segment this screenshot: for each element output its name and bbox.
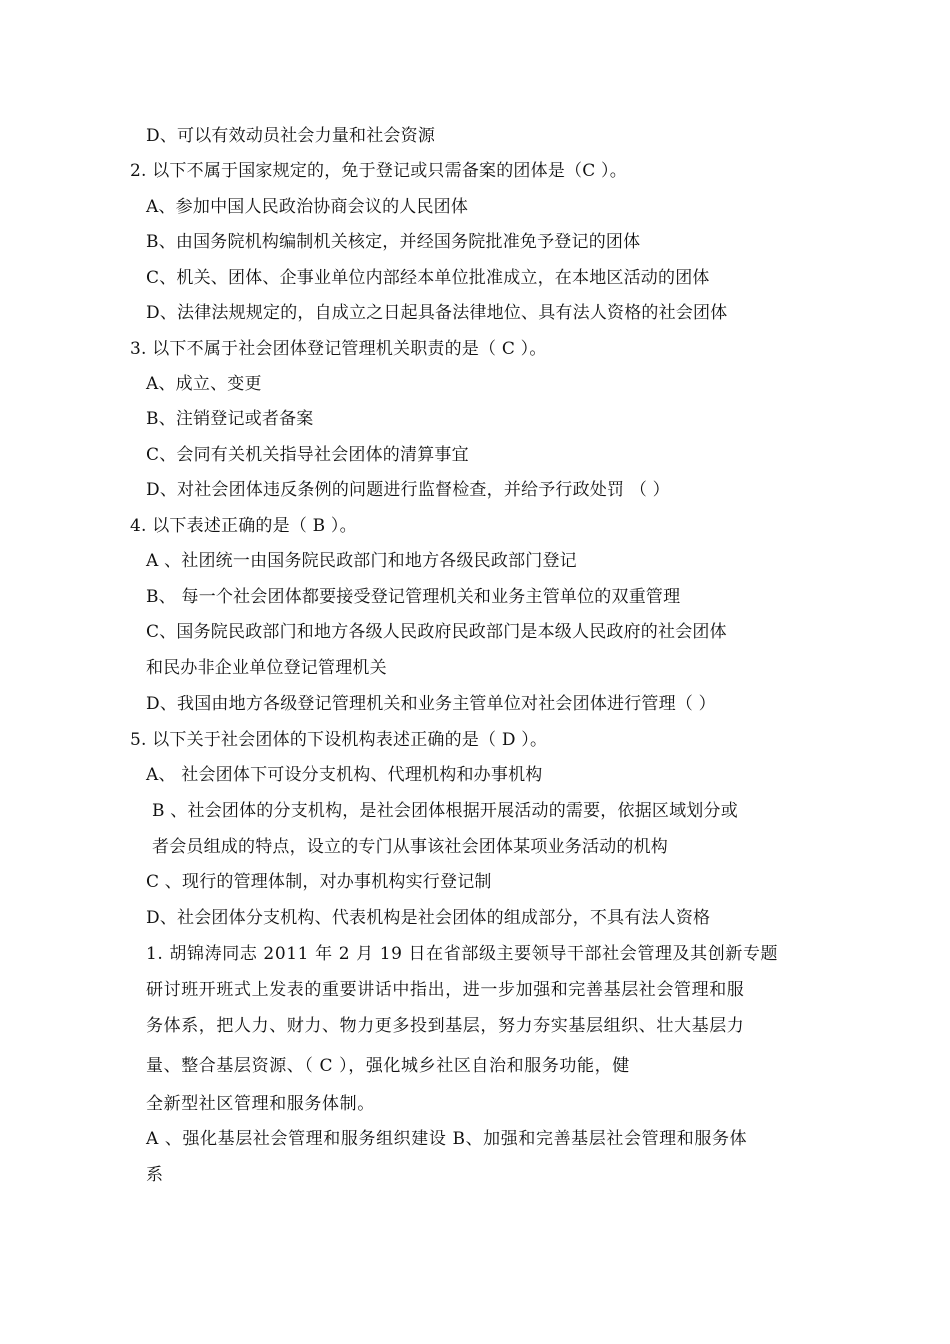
question-5-stem: 5. 以下关于社会团体的下设机构表述正确的是（ D ）。: [130, 730, 548, 750]
question-2-option-c: C、机关、团体、企事业单位内部经本单位批准成立，在本地区活动的团体: [146, 268, 710, 288]
question-4-option-b: B、 每一个社会团体都要接受登记管理机关和业务主管单位的双重管理: [146, 587, 681, 607]
passage-question-1-line-2: 研讨班开班式上发表的重要讲话中指出，进一步加强和完善基层社会管理和服: [146, 980, 745, 1000]
question-4-option-a: A 、社团统一由国务院民政部门和地方各级民政部门登记: [146, 551, 577, 571]
question-5-option-b-continued: 者会员组成的特点，设立的专门从事该社会团体某项业务活动的机构: [152, 837, 668, 857]
question-5-option-b: B 、社会团体的分支机构，是社会团体根据开展活动的需要，依据区域划分或: [152, 801, 738, 821]
passage-question-1-line-4: 量、整合基层资源、（ C ），强化城乡社区自治和服务功能，健: [146, 1056, 630, 1076]
passage-question-1-line-5: 全新型社区管理和服务体制。: [146, 1094, 375, 1114]
question-5-option-c: C 、现行的管理体制，对办事机构实行登记制: [146, 872, 492, 892]
question-1-option-d: D、可以有效动员社会力量和社会资源: [146, 126, 436, 146]
passage-question-1-line-1: 1. 胡锦涛同志 2011 年 2 月 19 日在省部级主要领导干部社会管理及其创新专题: [146, 944, 779, 964]
question-4-stem: 4. 以下表述正确的是（ B ）。: [130, 516, 357, 536]
question-4-option-d: D、我国由地方各级登记管理机关和业务主管单位对社会团体进行管理（ ）: [146, 694, 716, 714]
question-3-option-b: B、注销登记或者备案: [146, 409, 314, 429]
question-5-option-a: A、 社会团体下可设分支机构、代理机构和办事机构: [146, 765, 543, 785]
passage-question-1-options-continued: 系: [146, 1165, 164, 1185]
question-3-stem: 3. 以下不属于社会团体登记管理机关职责的是（ C ）。: [130, 339, 547, 359]
question-2-option-b: B、由国务院机构编制机关核定，并经国务院批准免予登记的团体: [146, 232, 641, 252]
question-4-option-c-continued: 和民办非企业单位登记管理机关: [146, 658, 387, 678]
passage-question-1-options: A 、强化基层社会管理和服务组织建设 B、加强和完善基层社会管理和服务体: [146, 1129, 748, 1149]
passage-question-1-line-3: 务体系，把人力、财力、物力更多投到基层，努力夯实基层组织、壮大基层力: [146, 1016, 745, 1036]
question-3-option-a: A、成立、变更: [146, 374, 262, 394]
question-3-option-d: D、对社会团体违反条例的问题进行监督检查，并给予行政处罚 （ ）: [146, 480, 670, 500]
question-2-option-a: A、参加中国人民政治协商会议的人民团体: [146, 197, 469, 217]
question-3-option-c: C、会同有关机关指导社会团体的清算事宜: [146, 445, 469, 465]
question-4-option-c: C、国务院民政部门和地方各级人民政府民政部门是本级人民政府的社会团体: [146, 622, 727, 642]
question-5-option-d: D、社会团体分支机构、代表机构是社会团体的组成部分，不具有法人资格: [146, 908, 711, 928]
question-2-stem: 2. 以下不属于国家规定的，免于登记或只需备案的团体是（C ）。: [130, 161, 627, 181]
question-2-option-d: D、法律法规规定的，自成立之日起具备法律地位、具有法人资格的社会团体: [146, 303, 728, 323]
